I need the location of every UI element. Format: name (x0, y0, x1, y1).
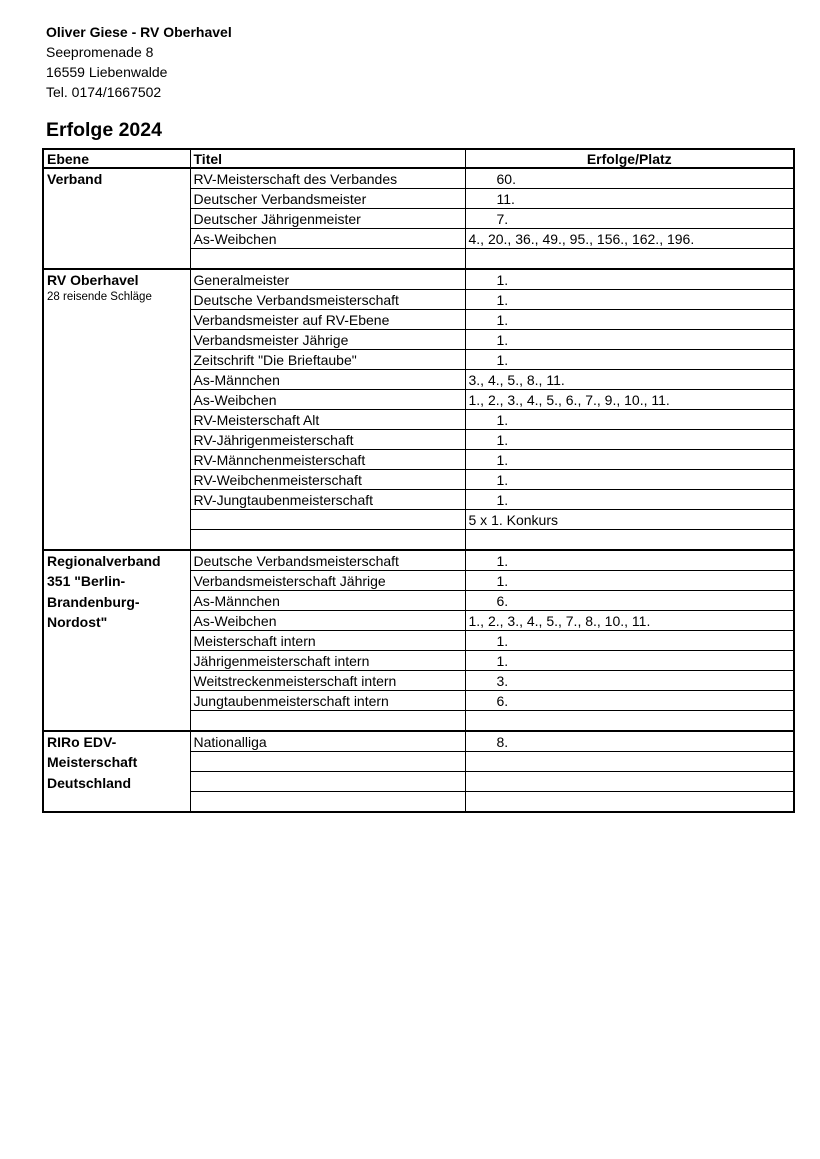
titel-cell (190, 249, 465, 270)
erfolg-cell: 3., 4., 5., 8., 11. (465, 370, 794, 390)
erfolg-cell: 1., 2., 3., 4., 5., 6., 7., 9., 10., 11. (465, 390, 794, 410)
titel-cell: RV-Jährigenmeisterschaft (190, 430, 465, 450)
titel-cell: Jährigenmeisterschaft intern (190, 651, 465, 671)
sender-street: Seepromenade 8 (46, 44, 154, 60)
erfolg-cell: 1. (465, 350, 794, 370)
col-header-titel: Titel (190, 149, 465, 168)
titel-cell (190, 772, 465, 792)
titel-cell: Generalmeister (190, 269, 465, 290)
table-row (43, 731, 794, 752)
titel-cell: As-Weibchen (190, 611, 465, 631)
titel-cell: Meisterschaft intern (190, 631, 465, 651)
titel-cell: Verbandsmeister auf RV-Ebene (190, 310, 465, 330)
titel-cell: Weitstreckenmeisterschaft intern (190, 671, 465, 691)
titel-cell (190, 711, 465, 732)
sender-phone: Tel. 0174/1667502 (46, 84, 162, 100)
erfolg-cell: 6. (465, 691, 794, 711)
sender-block (46, 22, 820, 102)
titel-cell: Verbandsmeister Jährige (190, 330, 465, 350)
titel-cell: Jungtaubenmeisterschaft intern (190, 691, 465, 711)
sender-city: 16559 Liebenwalde (46, 64, 168, 80)
page-title: Erfolge 2024 (46, 119, 162, 141)
erfolg-cell: 1., 2., 3., 4., 5., 7., 8., 10., 11. (465, 611, 794, 631)
sender-name: Oliver Giese - RV Oberhavel (46, 24, 232, 40)
ebene-cell (43, 168, 190, 269)
erfolg-cell (465, 249, 794, 270)
table-row (43, 550, 794, 571)
titel-cell: Deutsche Verbandsmeisterschaft (190, 550, 465, 571)
erfolg-cell: 1. (465, 550, 794, 571)
titel-cell: Deutscher Jährigenmeister (190, 209, 465, 229)
col-header-erfolge: Erfolge/Platz (465, 149, 794, 168)
erfolg-cell: 1. (465, 631, 794, 651)
erfolg-cell (465, 752, 794, 772)
erfolg-cell (465, 772, 794, 792)
section-name: RIRo EDV-Meisterschaft Deutschland (47, 734, 138, 791)
results-table (42, 148, 795, 813)
table-row (43, 168, 794, 189)
titel-cell (190, 752, 465, 772)
erfolg-cell: 8. (465, 731, 794, 752)
erfolg-cell: 1. (465, 290, 794, 310)
erfolg-cell: 11. (465, 189, 794, 209)
section-name: RV Oberhavel (47, 272, 139, 288)
titel-cell (190, 792, 465, 813)
titel-cell: RV-Meisterschaft des Verbandes (190, 168, 465, 189)
erfolg-cell: 1. (465, 330, 794, 350)
ebene-cell (43, 731, 190, 812)
erfolg-cell: 1. (465, 430, 794, 450)
titel-cell (190, 510, 465, 530)
header-row (43, 149, 794, 168)
titel-cell: As-Männchen (190, 591, 465, 611)
erfolg-cell: 60. (465, 168, 794, 189)
col-header-ebene: Ebene (43, 149, 190, 168)
table-row (43, 269, 794, 290)
titel-cell: Deutscher Verbandsmeister (190, 189, 465, 209)
erfolg-cell (465, 711, 794, 732)
titel-cell: Nationalliga (190, 731, 465, 752)
titel-cell: Verbandsmeisterschaft Jährige (190, 571, 465, 591)
section-name: Verband (47, 171, 103, 187)
section-name: Regionalverband 351 "Berlin-Brandenburg-Nordost" (47, 553, 161, 631)
titel-cell: RV-Weibchenmeisterschaft (190, 470, 465, 490)
erfolg-cell: 6. (465, 591, 794, 611)
erfolg-cell: 1. (465, 571, 794, 591)
erfolg-cell (465, 792, 794, 813)
section-subtitle: 28 reisende Schläge (47, 291, 152, 304)
erfolg-cell: 1. (465, 269, 794, 290)
erfolg-cell: 1. (465, 470, 794, 490)
ebene-cell (43, 550, 190, 731)
titel-cell: As-Männchen (190, 370, 465, 390)
erfolg-cell (465, 530, 794, 551)
erfolg-cell: 1. (465, 651, 794, 671)
titel-cell: Zeitschrift "Die Brieftaube" (190, 350, 465, 370)
titel-cell: RV-Jungtaubenmeisterschaft (190, 490, 465, 510)
erfolg-cell: 1. (465, 490, 794, 510)
erfolg-cell: 4., 20., 36., 49., 95., 156., 162., 196. (465, 229, 794, 249)
erfolg-cell: 5 x 1. Konkurs (465, 510, 794, 530)
titel-cell (190, 530, 465, 551)
titel-cell: RV-Männchenmeisterschaft (190, 450, 465, 470)
titel-cell: RV-Meisterschaft Alt (190, 410, 465, 430)
ebene-cell (43, 269, 190, 550)
erfolg-cell: 1. (465, 450, 794, 470)
erfolg-cell: 1. (465, 410, 794, 430)
titel-cell: Deutsche Verbandsmeisterschaft (190, 290, 465, 310)
erfolg-cell: 7. (465, 209, 794, 229)
titel-cell: As-Weibchen (190, 390, 465, 410)
titel-cell: As-Weibchen (190, 229, 465, 249)
erfolg-cell: 3. (465, 671, 794, 691)
erfolg-cell: 1. (465, 310, 794, 330)
